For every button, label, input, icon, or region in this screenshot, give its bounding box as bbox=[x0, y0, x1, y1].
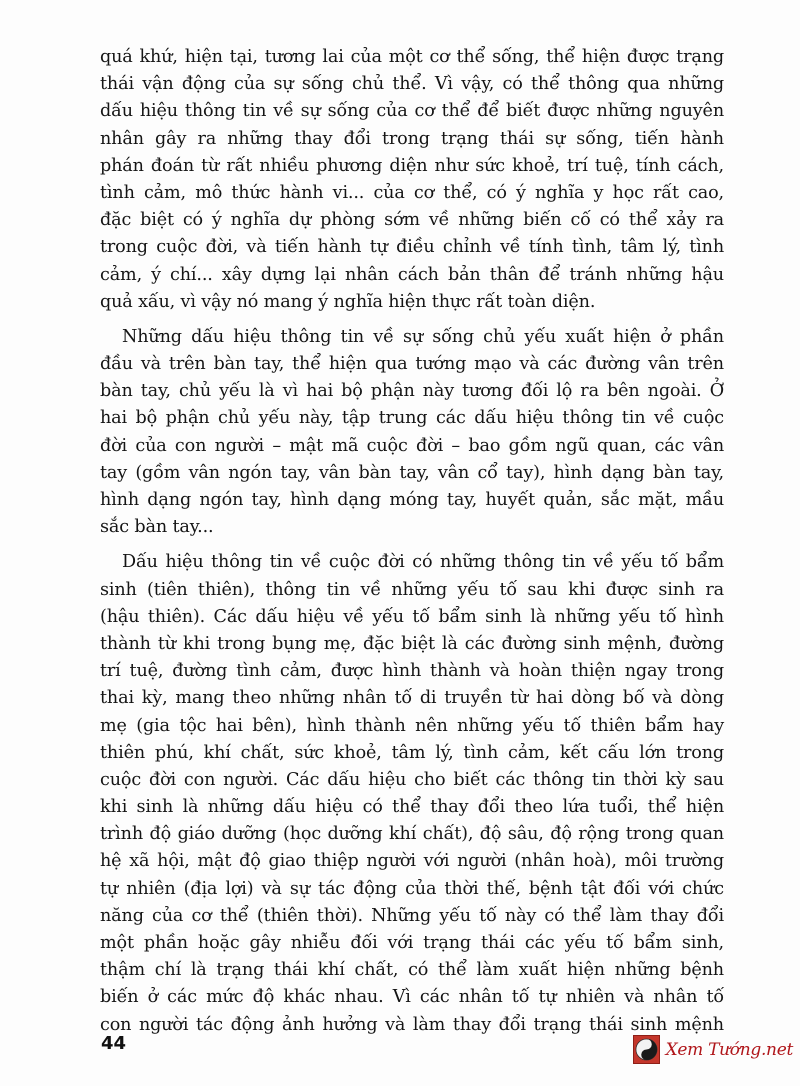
text-line: hình dạng ngón tay, hình dạng móng tay, huyết quản, sắc mặt, mầu bbox=[100, 490, 724, 510]
text-line: sinh (tiên thiên), thông tin về những yếu tố sau khi được sinh ra bbox=[100, 579, 724, 600]
paragraph bbox=[100, 324, 724, 542]
text-line: tình cảm, mô thức hành vi... của cơ thể, có ý nghĩa y học rất cao, bbox=[100, 182, 724, 203]
text-line: trí tuệ, đường tình cảm, được hình thành và hoàn thiện ngay trong bbox=[100, 661, 724, 682]
watermark-text: Xem Tướng.net bbox=[665, 1039, 793, 1060]
logo-mark bbox=[633, 1035, 660, 1064]
text-line: dấu hiệu thông tin về sự sống của cơ thể để biết được những nguyên bbox=[100, 101, 724, 122]
text-line: thiên phú, khí chất, sức khoẻ, tâm lý, tình cảm, kết cấu lớn trong bbox=[100, 742, 724, 763]
text-line: đời của con người – mật mã cuộc đời – bao gồm ngũ quan, các vân bbox=[100, 435, 724, 456]
text-line: thai kỳ, mang theo những nhân tố di truyền từ hai dòng bố và dòng bbox=[100, 688, 724, 709]
text-line: Dấu hiệu thông tin về cuộc đời có những thông tin về yếu tố bẩm bbox=[122, 552, 724, 573]
text-line: (hậu thiên). Các dấu hiệu về yếu tố bẩm sinh là những yếu tố hình bbox=[100, 606, 724, 627]
text-line: nhân gây ra những thay đổi trong trạng thái sự sống, tiến hành bbox=[100, 128, 724, 149]
yin-yang-icon bbox=[635, 1038, 658, 1061]
text-line: trình độ giáo dưỡng (học dưỡng khí chất), độ sâu, độ rộng trong quan bbox=[100, 824, 724, 845]
text-line: sắc bàn tay... bbox=[100, 517, 214, 538]
text-line: thái vận động của sự sống chủ thể. Vì vậy, có thể thông qua những bbox=[100, 74, 724, 95]
text-line: hai bộ phận chủ yếu này, tập trung các dấu hiệu thông tin về cuộc bbox=[100, 408, 724, 429]
text-line: thành từ khi trong bụng mẹ, đặc biệt là các đường sinh mệnh, đường bbox=[100, 633, 724, 654]
text-line: thậm chí là trạng thái khí chất, có thể làm xuất hiện những bệnh bbox=[100, 960, 724, 981]
text-line: con người tác động ảnh hưởng và làm thay đổi trạng thái sinh mệnh bbox=[100, 1014, 724, 1035]
page-number: 44 bbox=[101, 1033, 127, 1054]
text-line: phán đoán từ rất nhiều phương diện như sức khoẻ, trí tuệ, tính cách, bbox=[100, 155, 724, 176]
text-line: đầu và trên bàn tay, thể hiện qua tướng mạo và các đường vân trên bbox=[100, 354, 724, 375]
watermark-logo bbox=[633, 1034, 793, 1065]
body-text bbox=[100, 44, 724, 1047]
text-line: đặc biệt có ý nghĩa dự phòng sớm về những biến cố có thể xảy ra bbox=[100, 210, 724, 231]
paragraph bbox=[100, 549, 724, 1038]
text-line: tự nhiên (địa lợi) và sự tác động của thời thế, bệnh tật đối với chức bbox=[100, 878, 724, 899]
text-line: bàn tay, chủ yếu là vì hai bộ phận này tương đối lộ ra bên ngoài. Ở bbox=[100, 381, 724, 402]
text-line: quả xấu, vì vậy nó mang ý nghĩa hiện thực rất toàn diện. bbox=[100, 291, 596, 312]
text-line: biến ở các mức độ khác nhau. Vì các nhân tố tự nhiên và nhân tố bbox=[100, 987, 724, 1008]
text-line: một phần hoặc gây nhiễu đối với trạng thái các yếu tố bẩm sinh, bbox=[100, 933, 724, 953]
text-line: tay (gồm vân ngón tay, vân bàn tay, vân cổ tay), hình dạng bàn tay, bbox=[100, 462, 724, 483]
text-line: hệ xã hội, mật độ giao thiệp người với người (nhân hoà), môi trường bbox=[100, 851, 724, 872]
text-line: quá khứ, hiện tại, tương lai của một cơ thể sống, thể hiện được trạng bbox=[100, 47, 724, 67]
text-line: cuộc đời con người. Các dấu hiệu cho biết các thông tin thời kỳ sau bbox=[100, 769, 724, 790]
text-line: mẹ (gia tộc hai bên), hình thành nên những yếu tố thiên bẩm hay bbox=[100, 715, 724, 736]
paragraph bbox=[100, 44, 724, 316]
text-line: khi sinh là những dấu hiệu có thể thay đổi theo lứa tuổi, thể hiện bbox=[100, 797, 724, 818]
text-line: năng của cơ thể (thiên thời). Những yếu tố này có thể làm thay đổi bbox=[100, 905, 724, 926]
text-line: Những dấu hiệu thông tin về sự sống chủ yếu xuất hiện ở phần bbox=[122, 326, 724, 347]
text-line: cảm, ý chí... xây dựng lại nhân cách bản thân để tránh những hậu bbox=[100, 264, 724, 285]
text-line: trong cuộc đời, và tiến hành tự điều chỉnh về tính tình, tâm lý, tình bbox=[100, 237, 724, 258]
